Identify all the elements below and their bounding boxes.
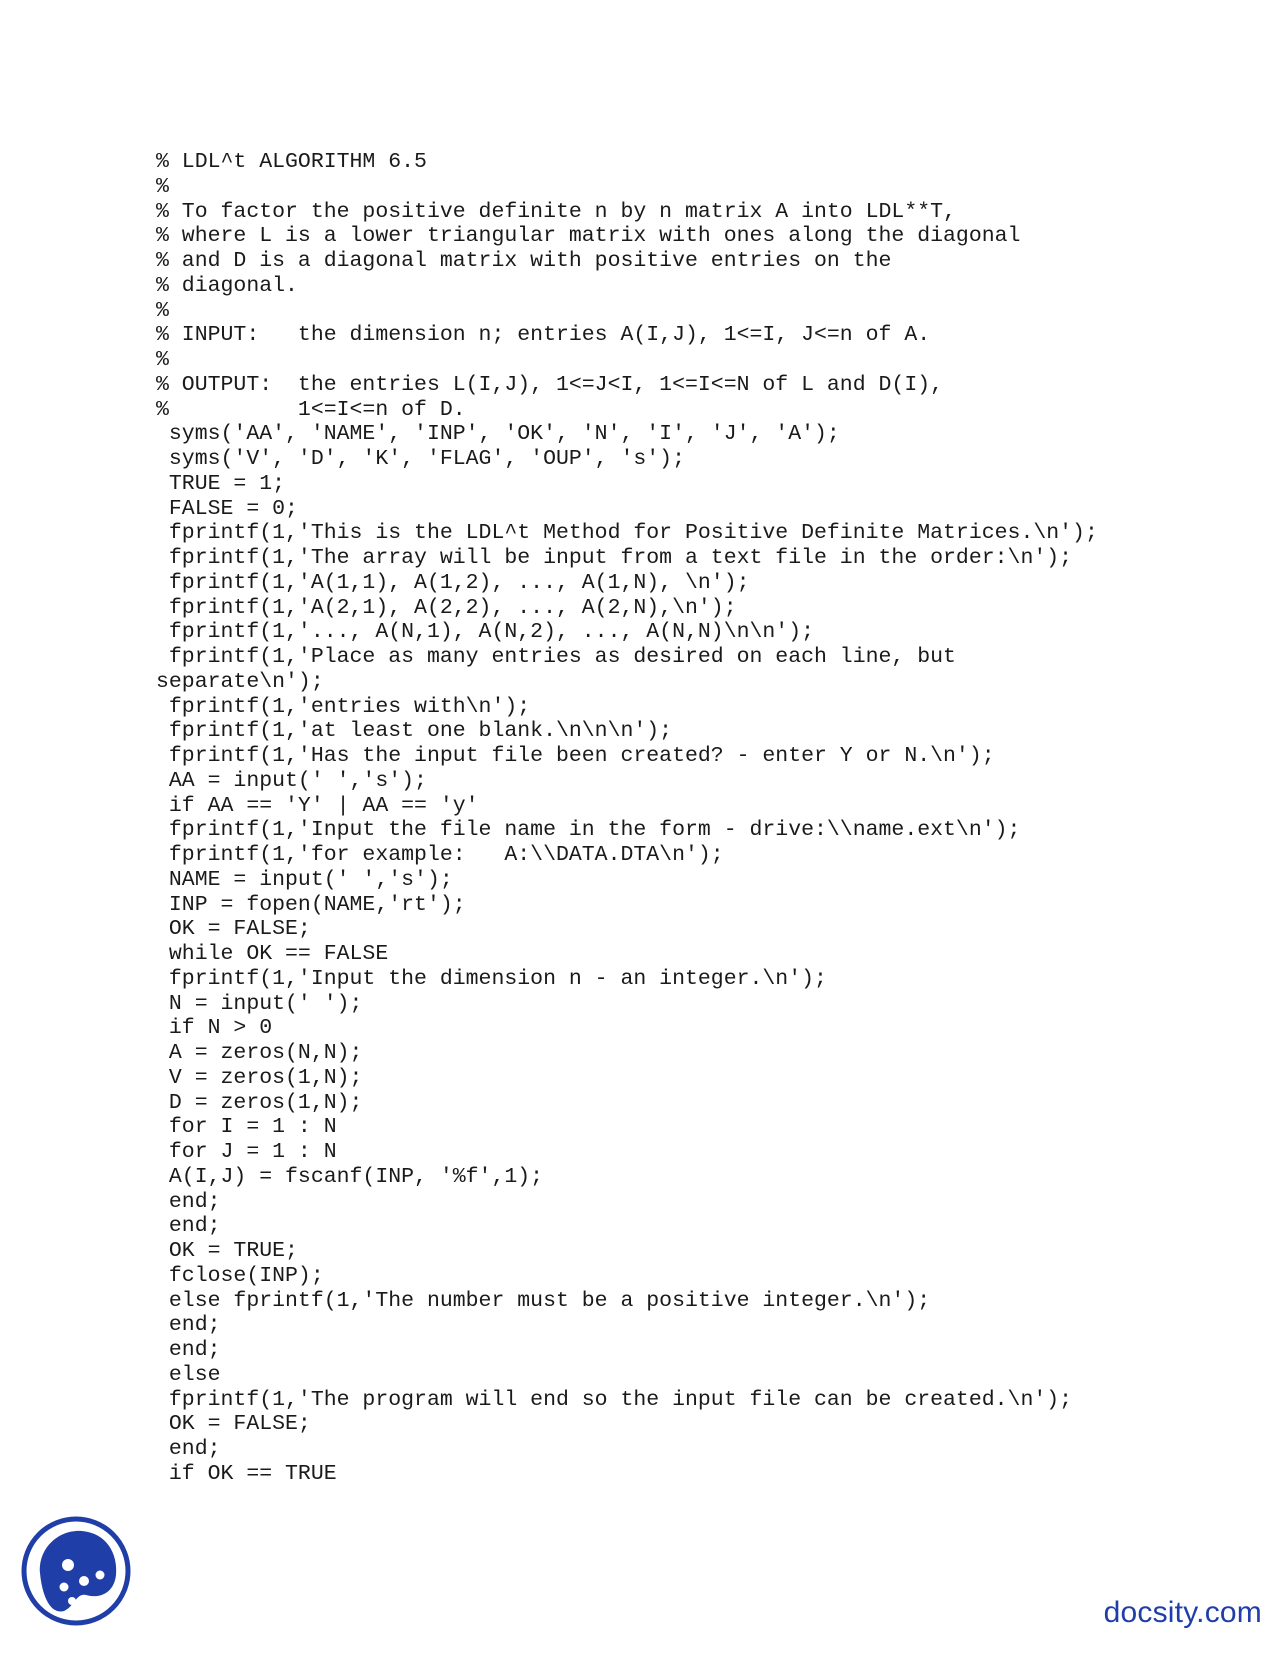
code-line: end;: [156, 1214, 221, 1239]
code-line: fprintf(1,'The program will end so the input file can be created.\n');: [156, 1387, 1073, 1412]
code-line: for I = 1 : N: [156, 1115, 337, 1140]
code-line: % To factor the positive definite n by n matrix A into LDL**T,: [156, 199, 956, 224]
code-line: separate\n');: [156, 669, 324, 694]
code-line: % 1<=I<=n of D.: [156, 397, 466, 422]
code-line: if N > 0: [156, 1016, 273, 1041]
code-line: fprintf(1,'for example: A:\\DATA.DTA\n');: [156, 843, 724, 867]
code-line: fprintf(1,'Has the input file been created? - enter Y or N.\n');: [156, 744, 995, 768]
code-line: %: [156, 298, 169, 323]
code-line: while OK == FALSE: [156, 942, 389, 966]
code-line: end;: [156, 1338, 221, 1362]
code-line: fclose(INP);: [156, 1263, 324, 1288]
code-line: N = input(' ');: [156, 991, 363, 1016]
code-line: fprintf(1,'Place as many entries as desired on each line, but: [156, 645, 956, 669]
code-line: % INPUT: the dimension n; entries A(I,J), 1<=I, J<=n of A.: [156, 323, 931, 348]
code-line: % diagonal.: [156, 273, 298, 298]
code-line: % where L is a lower triangular matrix with ones along the diagonal: [156, 224, 1021, 249]
code-line: else fprintf(1,'The number must be a positive integer.\n');: [156, 1288, 931, 1313]
code-line: fprintf(1,'Input the dimension n - an integer.\n');: [156, 966, 827, 991]
code-line: if OK == TRUE: [156, 1461, 337, 1486]
code-line: INP = fopen(NAME,'rt');: [156, 892, 466, 917]
code-line: else: [156, 1362, 221, 1387]
code-line: fprintf(1,'at least one blank.\n\n\n');: [156, 719, 673, 744]
docsity-brand-text[interactable]: docsity.com: [1103, 1596, 1262, 1629]
code-line: end;: [156, 1313, 221, 1338]
code-line: V = zeros(1,N);: [156, 1065, 363, 1090]
code-line: A = zeros(N,N);: [156, 1041, 363, 1065]
code-line: % OUTPUT: the entries L(I,J), 1<=J<I, 1<=I<=N of L and D(I),: [156, 372, 944, 397]
code-listing: [156, 150, 1256, 1487]
code-line: OK = FALSE;: [156, 1412, 311, 1437]
code-line: %: [156, 174, 169, 199]
code-line: syms('V', 'D', 'K', 'FLAG', 'OUP', 's');: [156, 447, 685, 471]
code-line: if AA == 'Y' | AA == 'y': [156, 793, 479, 818]
code-line: NAME = input(' ','s');: [156, 867, 453, 892]
code-line: fprintf(1,'A(2,1), A(2,2), ..., A(2,N),\n');: [156, 595, 737, 620]
code-line: AA = input(' ','s');: [156, 768, 427, 793]
code-line: OK = FALSE;: [156, 917, 311, 942]
code-line: end;: [156, 1437, 221, 1461]
code-line: end;: [156, 1189, 221, 1214]
code-line: A(I,J) = fscanf(INP, '%f',1);: [156, 1164, 544, 1189]
code-line: OK = TRUE;: [156, 1239, 298, 1263]
code-line: fprintf(1,'This is the LDL^t Method for Positive Definite Matrices.\n');: [156, 521, 1098, 546]
code-line: % LDL^t ALGORITHM 6.5: [156, 150, 427, 174]
code-line: % and D is a diagonal matrix with positive entries on the: [156, 249, 892, 273]
code-line: for J = 1 : N: [156, 1140, 337, 1164]
docsity-logo-icon: [20, 1515, 132, 1627]
code-line: fprintf(1,'..., A(N,1), A(N,2), ..., A(N,N)\n\n');: [156, 620, 815, 645]
code-line: fprintf(1,'A(1,1), A(1,2), ..., A(1,N), \n');: [156, 570, 750, 595]
code-line: FALSE = 0;: [156, 496, 298, 521]
code-line: D = zeros(1,N);: [156, 1090, 363, 1115]
code-line: TRUE = 1;: [156, 471, 286, 496]
code-line: syms('AA', 'NAME', 'INP', 'OK', 'N', 'I', 'J', 'A');: [156, 422, 840, 447]
code-line: fprintf(1,'Input the file name in the form - drive:\\name.ext\n');: [156, 818, 1021, 843]
code-line: fprintf(1,'The array will be input from a text file in the order:\n');: [156, 546, 1073, 570]
code-line: fprintf(1,'entries with\n');: [156, 694, 531, 719]
code-line: %: [156, 348, 169, 372]
